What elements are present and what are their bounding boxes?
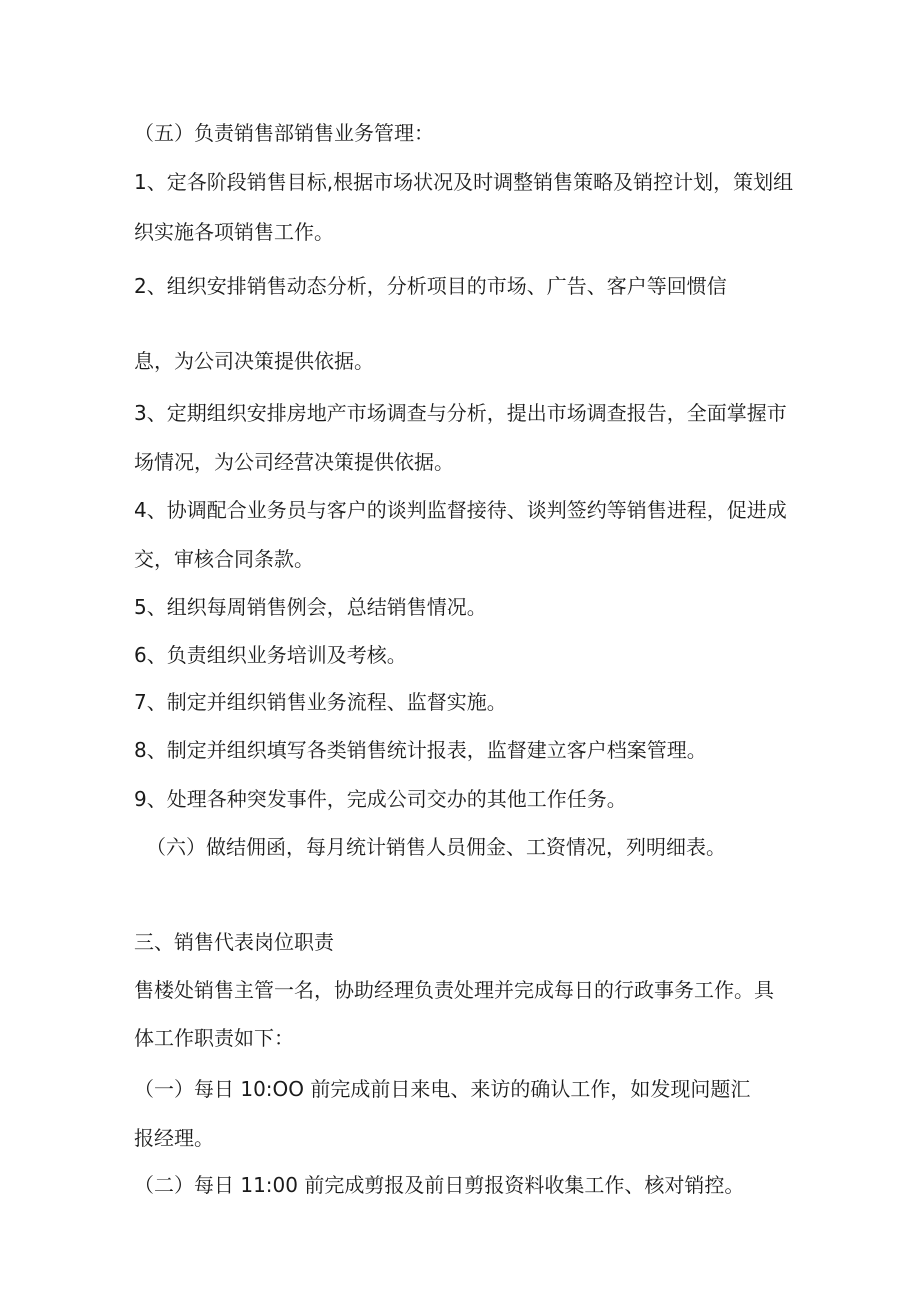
paragraph-line: （二）每日 11:00 前完成剪报及前日剪报资料收集工作、核对销控。 — [134, 1173, 745, 1197]
section-three-heading: 三、销售代表岗位职责 — [134, 930, 334, 954]
paragraph-line: 5、组织每周销售例会，总结销售情况。 — [134, 595, 487, 619]
paragraph-line: 2、组织安排销售动态分析，分析项目的市场、广告、客户等回惯信 — [134, 274, 727, 298]
paragraph-line: 场情况，为公司经营决策提供依据。 — [134, 450, 454, 474]
paragraph-line: 织实施各项销售工作。 — [134, 220, 334, 244]
paragraph-line: 交，审核合同条款。 — [134, 547, 314, 571]
paragraph-line: 9、处理各种突发事件，完成公司交办的其他工作任务。 — [134, 787, 627, 811]
paragraph-line: 1、定各阶段销售目标,根据市场状况及时调整销售策略及销控计划，策划组 — [134, 170, 794, 194]
paragraph-line: 售楼处销售主管一名，协助经理负责处理并完成每日的行政事务工作。具 — [134, 978, 774, 1002]
paragraph-line: 8、制定并组织填写各类销售统计报表，监督建立客户档案管理。 — [134, 738, 707, 762]
paragraph-line: 报经理。 — [134, 1126, 214, 1150]
paragraph-line: 7、制定并组织销售业务流程、监督实施。 — [134, 690, 507, 714]
paragraph-line: 息，为公司决策提供依据。 — [134, 349, 374, 373]
paragraph-line: 6、负责组织业务培训及考核。 — [134, 643, 407, 667]
section-five-heading: （五）负责销售部销售业务管理： — [134, 121, 434, 145]
paragraph-line: 3、定期组织安排房地产市场调查与分析，提出市场调查报告，全面掌握市 — [134, 401, 787, 425]
paragraph-line: 4、协调配合业务员与客户的谈判监督接待、谈判签约等销售进程，促进成 — [134, 498, 787, 522]
paragraph-line: 体工作职责如下： — [134, 1026, 294, 1050]
paragraph-line: （一）每日 10:OO 前完成前日来电、来访的确认工作，如发现问题汇 — [134, 1077, 751, 1101]
section-six-heading: （六）做结佣函，每月统计销售人员佣金、工资情况，列明细表。 — [146, 835, 726, 859]
